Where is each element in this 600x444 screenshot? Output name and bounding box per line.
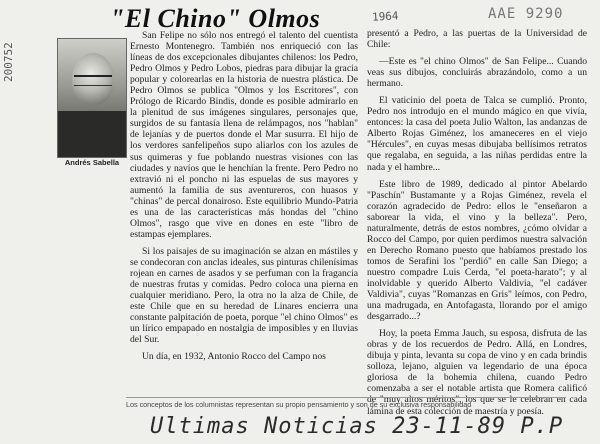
article-column-1 — [130, 30, 358, 362]
handwritten-code: AAE 9290 — [488, 6, 564, 22]
handwritten-year: 1964 — [371, 9, 399, 24]
column2-paragraph: presentó a Pedro, a las puertas de la Universidad de Chile: — [367, 28, 587, 51]
article-title: "El Chino" Olmos — [110, 4, 321, 33]
author-photo — [57, 38, 127, 158]
column1-paragraph: San Felipe no sólo nos entregó el talento del cuentista Ernesto Montenegro. También nos enriqueció con las líneas de dos excepcionales dibujantes chilenos: los Pedro, Pedro Olmos y Pedro Lobos, piedras para dibujar la gracia popular y colorearlas en la historia de nuestra plástica. De Pedro Olmos se publica "Olmos y los Escritores", con Prólogo de Ricardo Bindis, donde es posible admirarlo en la plenitud de sus imágenes singulares, personajes que, surgidos de su fantasía llena de relámpagos, nos "hablan" de lejanías y de puertos donde el Mar susurra. El hijo de los verdores sanfelipeños supo aliarlos con los azules de sus quimeras y fue poblando nuestras visiones con las ciudades y navíos que le henchían la frente. Pero Pedro no extravió ni el poncho ni las espuelas de sus mayores y aumentó la familia de sus aventureros, con huasos y "chinas" de percal donairoso. Este equilibrio Mundo-Patria es una de las características más hondas del "chino Olmos", rasgo que vive en dones en este "libro de estampas ejemplares. — [130, 30, 358, 240]
photo-caption: Andrés Sabella — [64, 158, 120, 167]
article-column-2 — [367, 28, 587, 417]
handwritten-source-date: Ultimas Noticias 23-11-89 P.P — [150, 414, 564, 439]
photo-body — [58, 111, 126, 158]
column1-paragraph: Un día, en 1932, Antonio Rocco del Campo nos — [142, 351, 326, 363]
disclaimer-note: Los conceptos de los columnistas representan su propio pensamiento y son de su exclusiva responsabilidad — [126, 397, 566, 409]
column2-paragraph: Hoy, la poeta Emma Jauch, su esposa, disfruta de las obras y de los recuerdos de Pedro. Allá, en Londres, dibuja y pinta, levanta su copa de vino y en cada brindis solloza, lejano, alguien va legendario de una época gloriosa de la bohemia chilena, cuando Pedro comenzaba a ser el notable artista que Romera calificó de "muy altos méritos", los que se le celebran en cada lámina de esta colección de maestría y poesía. — [367, 328, 587, 417]
column2-paragraph: Este libro de 1989, dedicado al pintor Abelardo "Paschín" Bustamante y a Rojas Giménez, revela el corazón agradecido de Pedro: ellos le "enseñaron a saborear la vida, el vino y la belleza". Pero, naturalmente, detrás de estos nombres, ¿cómo olvidar a Rocco del Campo, por quien perdimos nuestra salvación en Derecho Romano puesto que habíamos prestado los tomos de Serafini los "perdió" en calle San Diego; a nuestro compadre Luis Cerda, "el poeta-harato"; y al inolvidable y querido Alberto Valdivia, "el cadáver Valdivia", cuyas "Romanzas en Gris" leímos, con Pedro, una madrugada, en Antofagasta, llorando por el amigo desgarrado...? — [367, 178, 587, 323]
column2-paragraph: El vaticinio del poeta de Talca se cumplió. Pronto, Pedro nos introdujo en el mundo mágico en que vivía, entonces: la casa del poeta Julio Walton, las andanzas de Alberto Rojas Giménez, los amaneceres en el viejo "Hércules", en cuyas mesas dibujaba bellísimos retratos que regalaba, en seguida, a las niñas perdidas entre la nada y el hambre... — [367, 95, 587, 173]
column1-paragraph: Si los paisajes de su imaginación se alzan en mástiles y se condecoran con anclas ideales, sus pinturas chilenísimas rojean en carnes de asados y se perfuman con la fragancia de nuestras frutas y comidas. Pedro coloca una pierna en cualquier meridiano. Pero, la otra no la alza de Chile, de este Chile que en su heredad de Linares encierra una constante palpitación de poeta, porque "el chino Olmos" es un lírico empapado en nostalgia de imposibles y en lluvias del Sur. — [130, 245, 358, 346]
handwritten-side-code: 200752 — [2, 42, 15, 82]
column2-paragraph: —Este es "el chino Olmos" de San Felipe... Cuando veas sus dibujos, concluirás abrazándolo, como a un hermano. — [367, 56, 587, 90]
photo-glasses — [74, 75, 112, 86]
